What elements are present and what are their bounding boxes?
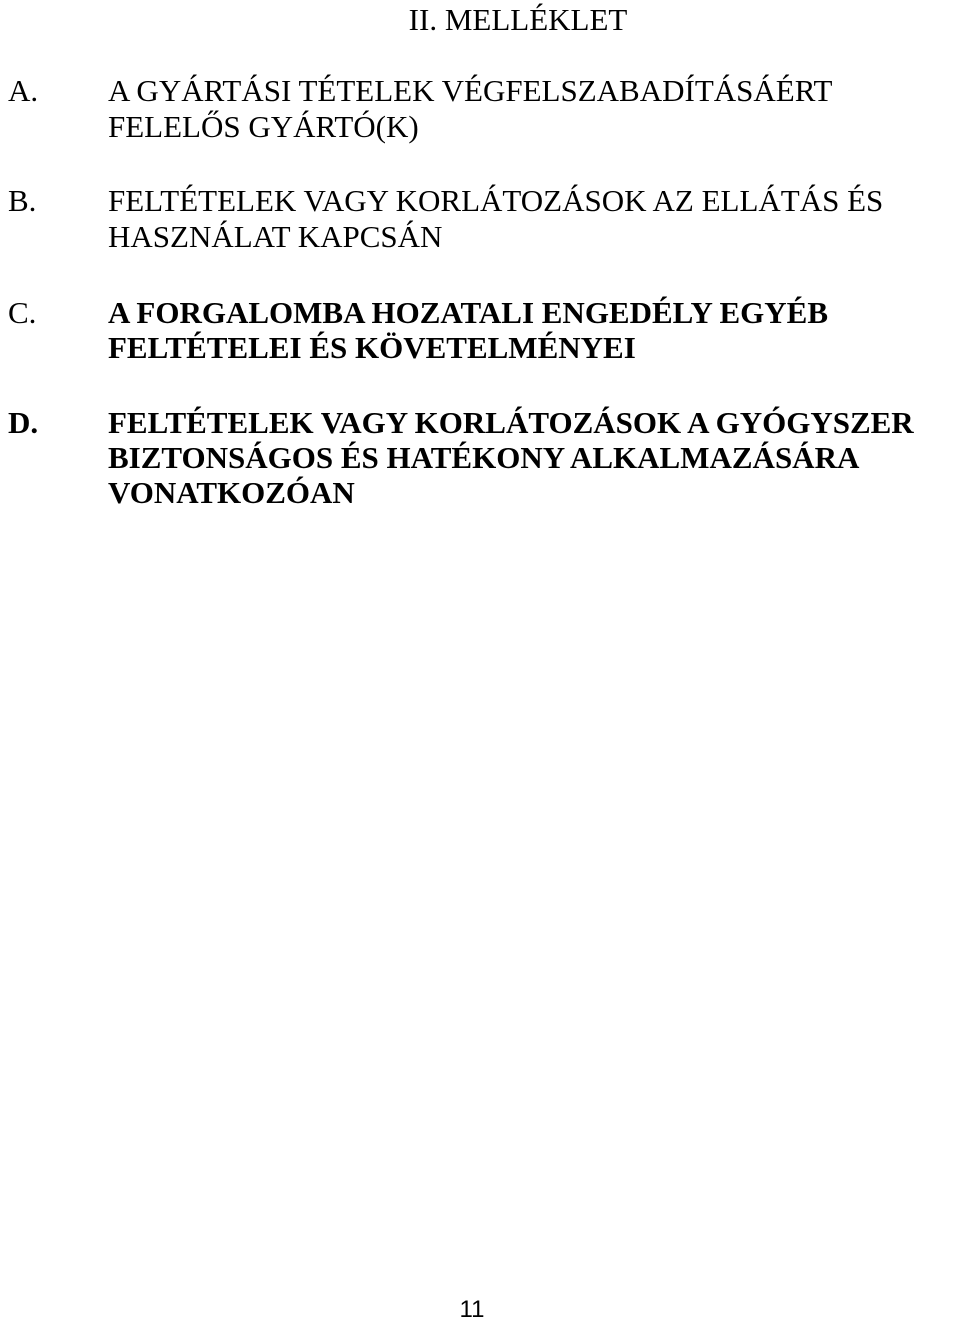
section-heading: A FORGALOMBA HOZATALI ENGEDÉLY EGYÉB FELTÉTELEI ÉS KÖVETELMÉNYEI bbox=[108, 295, 829, 365]
section-letter: B. bbox=[8, 183, 37, 218]
page-title: II. MELLÉKLET bbox=[408, 2, 628, 37]
page-number: 11 bbox=[459, 1296, 485, 1323]
section-letter: D. bbox=[8, 405, 39, 440]
section-heading: FELTÉTELEK VAGY KORLÁTOZÁSOK A GYÓGYSZER BIZTONSÁGOS ÉS HATÉKONY ALKALMAZÁSÁRA VONATKOZÓAN bbox=[108, 405, 914, 510]
section-letter: C. bbox=[8, 295, 37, 330]
section-heading: A GYÁRTÁSI TÉTELEK VÉGFELSZABADÍTÁSÁÉRT FELELŐS GYÁRTÓ(K) bbox=[108, 73, 833, 144]
section-heading: FELTÉTELEK VAGY KORLÁTOZÁSOK AZ ELLÁTÁS ÉS HASZNÁLAT KAPCSÁN bbox=[108, 183, 884, 254]
section-letter: A. bbox=[8, 73, 39, 108]
